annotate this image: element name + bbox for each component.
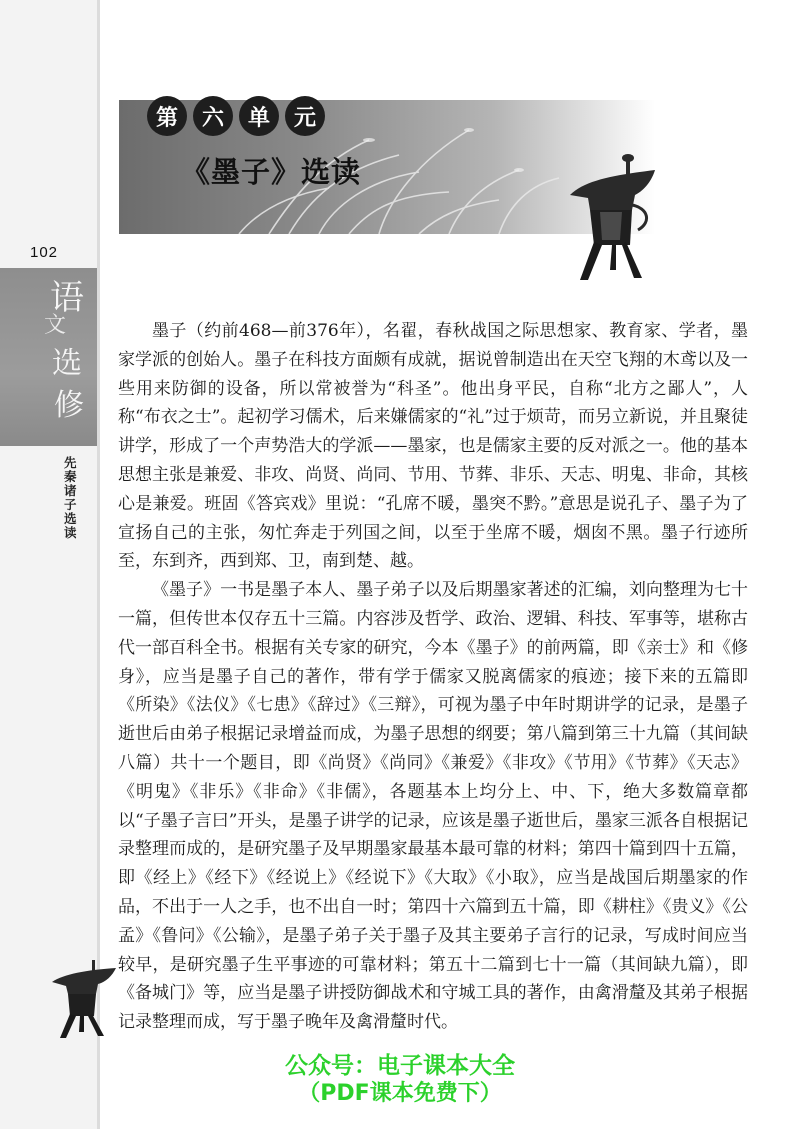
side-tab-char-3: 选: [52, 346, 82, 381]
side-tab-char-2: 文: [44, 313, 67, 338]
paragraph-2: 《墨子》一书是墨子本人、墨子弟子以及后期墨家著述的汇编，刘向整理为七十一篇，但传世本仅存五十三篇。内容涉及哲学、政治、逻辑、科技、军事等，堪称古代一部百科全书。根据有关专家的研究，今本《墨子》的前两篇，即《亲士》和《修身》，应当是墨子自己的著作，带有学于儒家又脱离儒家的痕迹；接下来的五篇即《所染》《法仪》《七患》《辞过》《三辩》，可视为墨子中年时期讲学的记录，是墨子逝世后由弟子根据记录增益而成，为墨子思想的纲要；第八篇到第三十九篇（其间缺八篇）共十一个题目，即《尚贤》《尚同》《兼爱》《非攻》《节用》《节葬》《天志》《明鬼》《非乐》《非命》《非儒》，各题基本上均分上、中、下，绝大多数篇章都以“子墨子言曰”开头，是墨子讲学的记录，应该是墨子逝世后，墨家三派各自根据记录整理而成的，是研究墨子及早期墨家最基本最可靠的材料；第四十篇到四十五篇，即《经上》《经下》《经说上》《经说下》《大取》《小取》，应当是战国后期墨家的作品，不出于一人之手，也不出自一时；第四十六篇到五十篇，即《耕柱》《贵义》《公孟》《鲁问》《公输》，是墨子弟子关于墨子及其主要弟子言行的记录，写成时间应当较早，是研究墨子生平事迹的可靠材料；第五十二篇到七十一篇（其间缺九篇），即《备城门》等，应当是墨子讲授防御战术和守城工具的著作，由禽滑釐及其弟子根据记录整理而成，写于墨子晚年及禽滑釐时代。: [118, 580, 748, 1033]
paragraph-1: 墨子（约前468—前376年），名翟，春秋战国之际思想家、教育家、学者，墨家学派的创始人。墨子在科技方面颇有成就，据说曾制造出在天空飞翔的木鸢以及一些用来防御的设备，所以常被誉为“科圣”。他出身平民，自称“北方之鄙人”，人称“布衣之士”。起初学习儒术，后来嫌儒家的“礼”过于烦苛，而另立新说，并且聚徒讲学，形成了一个声势浩大的学派——墨家，也是儒家主要的反对派之一。他的基本思想主张是兼爱、非攻、尚贤、尚同、节用、节葬、非乐、天志、明鬼、非命，其核心是兼爱。班固《答宾戏》里说：“孔席不暖，墨突不黔。”意思是说孔子、墨子为了宣扬自己的主张，匆忙奔走于列国之间，以至于坐席不暖，烟囱不黑。墨子行迹所至，东到齐，西到郑、卫，南到楚、越。: [118, 321, 748, 572]
bronze-jue-vessel-icon: [46, 960, 126, 1044]
footer-line-1: 公众号：电子课本大全: [285, 1053, 515, 1079]
body-text: [118, 317, 748, 1037]
side-subtitle: 先秦诸子选读: [64, 455, 77, 540]
unit-label-char-4: 元: [285, 96, 325, 136]
unit-label-char-3: 单: [239, 96, 279, 136]
page-number: 102: [30, 244, 59, 261]
unit-label: [147, 96, 325, 136]
bronze-jue-vessel-icon: [560, 150, 670, 289]
side-tab-char-1: 语: [50, 278, 84, 318]
footer-line-2: （PDF课本免费下）: [298, 1081, 502, 1106]
footer-watermark: [270, 1052, 530, 1108]
chapter-title: 《墨子》选读: [181, 155, 362, 189]
unit-label-char-2: 六: [193, 96, 233, 136]
unit-label-char-1: 第: [147, 96, 187, 136]
side-tab-char-4: 修: [54, 388, 84, 423]
